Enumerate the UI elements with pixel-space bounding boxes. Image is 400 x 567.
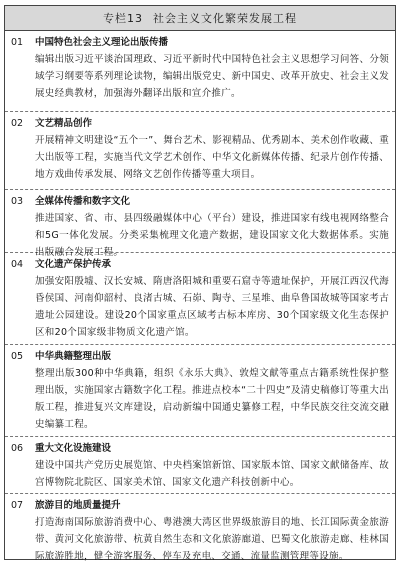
section-index: 01: [11, 37, 24, 48]
section-text: 推进国家、省、市、县四级融媒体中心（平台）建设，推进国家有线电视网络整合和5G一体化发展。分类采集梳理文化遗产数据，建设国家文化大数据体系。实施出版融合发展工程。: [35, 213, 389, 258]
section-index: 06: [11, 443, 24, 454]
section-01: [5, 31, 395, 112]
section-title: 重大文化设施建设: [35, 443, 112, 454]
section-text: 整理出版300种中华典籍，组织《永乐大典》、敦煌文献等重点古籍系统性保护整理出版，实施国家古籍数字化工程。推进点校本“二十四史”及清史稿修订等重大出版工程，推进复兴文库建设，启动新编中国通史纂修工程，中华民族交往交流交融史编纂工程。: [35, 368, 389, 430]
section-title: 中国特色社会主义理论出版传播: [35, 37, 169, 48]
section-02: [5, 112, 395, 190]
section-text: 开展精神文明建设“五个一”、舞台艺术、影视精品、优秀剧本、美术创作收藏、重大出版等工程，实施当代文学艺术创作、中华文化新媒体传播、纪录片创作传播、地方戏曲传承发展、网络文艺创作传播等重大项目。: [35, 135, 389, 180]
section-text: 加强安阳殷墟、汉长安城、隋唐洛阳城和重要石窟寺等遗址保护，开展江西汉代海昏侯国、河南仰韶村、良渚古城、石峁、陶寺、三星堆、曲阜鲁国故城等国家考古遗址公园建设。建设20个国家重点区域考古标本库房、30个国家级文化生态保护区和20个国家级非物质文化遗产馆。: [35, 276, 389, 338]
section-text: 建设中国共产党历史展览馆、中央档案馆新馆、国家版本馆、国家文献储备库、故宫博物院北院区、国家美术馆、国家文化遗产科技创新中心。: [35, 460, 389, 488]
section-title: 中华典籍整理出版: [35, 351, 112, 362]
box-number: 专栏13: [103, 12, 143, 25]
section-index: 05: [11, 351, 24, 362]
section-text: 编辑出版习近平谈治国理政、习近平新时代中国特色社会主义思想学习问答、分领域学习纲要等系列理论读物，编辑出版党史、新中国史、改革开放史、社会主义发展史经典教材，加强海外翻译出版和宣介推广。: [35, 54, 389, 99]
section-07: [5, 494, 395, 560]
box-title: 社会主义文化繁荣发展工程: [153, 12, 297, 25]
feature-box: [4, 5, 396, 560]
section-index: 03: [11, 196, 24, 207]
section-title: 文艺精品创作: [35, 118, 93, 129]
section-index: 04: [11, 259, 24, 270]
box-header: [5, 6, 395, 31]
section-03: [5, 190, 395, 258]
section-05: [5, 345, 395, 437]
section-index: 07: [11, 500, 24, 511]
section-index: 02: [11, 118, 24, 129]
section-title: 全媒体传播和数字文化: [35, 196, 131, 207]
section-title: 旅游目的地质量提升: [35, 500, 121, 511]
section-title: 文化遗产保护传承: [35, 259, 112, 270]
section-06: [5, 437, 395, 494]
section-04: [5, 253, 395, 345]
section-text: 打造海南国际旅游消费中心、粤港澳大湾区世界级旅游目的地、长江国际黄金旅游带、黄河文化旅游带、杭黄自然生态和文化旅游廊道、巴蜀文化旅游走廊、桂林国际旅游胜地，健全游客服务、停车及充电、交通、流量监测管理等设施。: [35, 517, 389, 562]
